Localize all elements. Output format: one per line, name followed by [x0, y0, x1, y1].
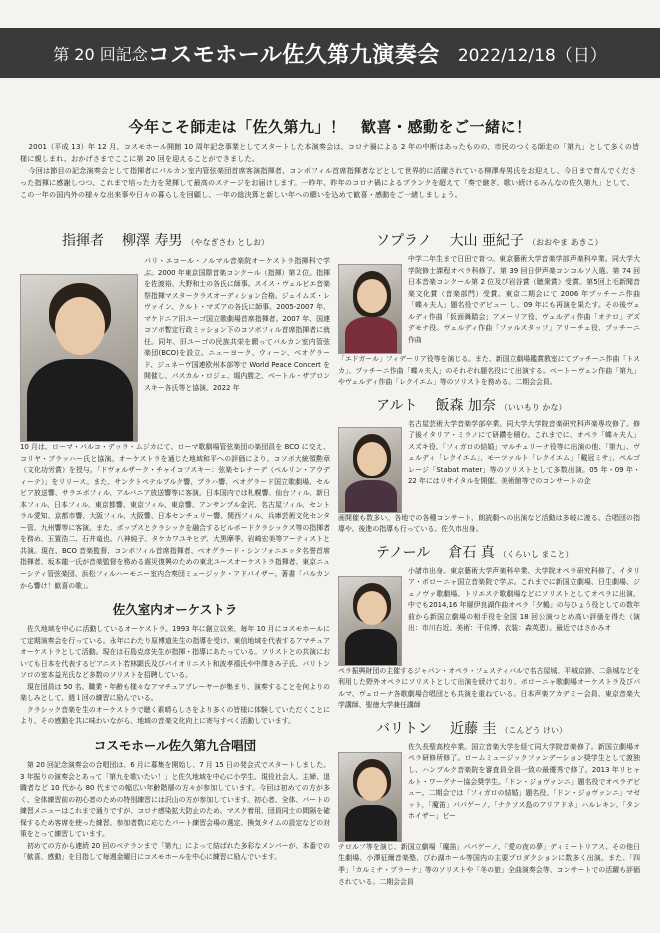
tenor-bio-2: ペラ振興財団の主催するジャパン・オペラ・フェスティバルで名古屋城、平城京跡、二条城などを利用した野外オペラにソリストとして出演を続けており、ボローニャ歌劇場オーケストラ及びパルマ、ヴェローナ各歌劇場合唱団とも共演を重ねている。日本声楽アカデミー会員、東京音楽大学講師、聖徳大学兼任講師 — [338, 666, 641, 710]
soprano-heading — [376, 230, 640, 250]
alto-ruby: （いいもり かな） — [499, 402, 567, 412]
conductor-bio-1: パリ・エコール・ノルマル音楽院オーケストラ指揮科で学ぶ。2000 年東京国際音楽コンクール（指揮）第２位。指揮を佐渡裕、大野和士の各氏に師事。スイス・ヴェルビエ音楽祭指揮マスタークラスオーディション合格。ジェイムズ・レヴァイン、クルト・マズアの各氏に師事。2005-2007 年、マケドニア旧ユーゴ国立歌劇場首席指揮者。2007 年、国連コソボ暫定行政ミッション下のコソボフィル首席指揮者に就任。同年、旧ユーゴの民族共栄を願ってバルカン室内管弦楽団(BCO)を設立。ニューヨーク、ウィーン、ベオグラード、ジュネーヴ国連欧州本部等で World Peace Concert を開催し、パスカル・ロジェ、堀内勝之、ベートル・ザブロンスキー各氏等と協演。2022 年 — [144, 257, 330, 393]
tenor-heading — [376, 542, 640, 562]
soprano-ruby: （おおやま あきこ） — [528, 238, 603, 247]
banner-date: 2022/12/18（日） — [457, 45, 607, 66]
banner-prefix: 第 20 回記念 — [53, 44, 148, 64]
alto-photo — [338, 427, 402, 513]
orchestra-paragraph: 佐久地域を中心に活動しているオーケストラ。1993 年に創立以来、毎年 10 月にコスモホールにて定期演奏会を行っている。永年にわたり原博道先生の指導を受け、東信地域を代表するアマチュアオーケストラとして活動。現在は石島克彦先生が指揮・指導にあたっている。ソリストとの共演においても日本を代表するピアニスト若林顕氏及びバイオリニスト和波孝禧氏や中澤きみ子氏、バリトンソロの室本益光氏など多数のソリストを招聘している。 — [20, 625, 330, 680]
baritone-bio-2: テロルフ等を演じ、新国立劇場「魔笛」パパゲーノ、「愛の夜の夢」ディミートリアス、その他日生劇場、小澤征爾音楽塾、びわ湖ホール等国内の主要プロダクションに数多く出演。また、「四季」「カルミナ・ブラーナ」等のソリストや「冬の旅」全曲演奏会等、コンサートでの活躍も評価されている。二期会会員 — [338, 842, 640, 886]
tenor-photo — [338, 576, 402, 666]
choir-paragraph: 第 20 回記念演奏会の合唱団は、6 月に募集を開始し、7 月 15 日の発会式でスタートしました。3 年振りの演奏会とあって「第九を歌いたい！」と佐久地域を中心に小学生、現役社会人、主婦、退職者など 10 代から 80 代までの幅広い年齢階層の方々が参加しています。今回は初めての方が多く、全体練習前の初心者のための特別練習には沢山の方が参加しています。初心者、全体、パートの練習メニューはこれまで通りですが、コロナ感染拡大防止のため、マスク着用、団員同士の間隔を確保するため客席を使った練習、参加者数に応じたパート練習会場の選定、換気タイムの設定などの対策をとって練習しています。 — [20, 761, 330, 839]
soprano-bio-1: 中学二年生まで日田で育つ。東京藝術大学音楽学部声楽科卒業。同大学大学院修士課程オペラ科修了。第 39 回日伊声楽コンコルソ入選。第 74 回日本音楽コンクール第 2 位及び岩谷賞（聴衆賞）受賞。第5回上毛新聞音楽文化賞（音楽部門）受賞。東京二期会にて 2006 年プッチーニ作曲「蝶々夫人」題名役でデビュー し、09 年にも再演を果たす。その後ヴェルディ作曲「仮面舞踏会」アメーリア役、ヴェルディ作曲「オテロ」デズデモナ役、ヴェルディ作曲「ファルスタッフ」アリーチェ役、プッチーニ作曲 — [408, 255, 640, 344]
banner-title: コスモホール佐久第九演奏会 — [147, 42, 440, 68]
right-column — [338, 230, 640, 888]
choir-paragraph: 初めての方から連続 20 回のベテランまで「第九」によって結ばれた多彩なメンバーが、本番での「歓喜、感動」を目指して毎週金曜日にコスモホールを中心に練習に励んでいます。 — [20, 841, 330, 862]
orchestra-paragraph: 現在団員は 50 名。職業・年齢も様々なアマチュアプレーヤーが集まり、演奏することを何よりの楽しみとして、週１回の練習に励んでいる。 — [20, 682, 330, 703]
conductor-ruby: （やなぎさわ としお） — [186, 238, 269, 247]
soprano-role: ソプラノ — [376, 233, 432, 249]
baritone-role: バリトン — [376, 720, 432, 737]
conductor-name: 柳澤 寿男 — [122, 233, 183, 249]
baritone-heading — [376, 718, 640, 738]
alto-name: 飯森 加奈 — [435, 397, 496, 414]
alto-role: アルト — [376, 397, 418, 414]
soprano-bio-2: 「エドガール」フィデーリア役等を演じる。また、新国立劇場鑑賞教室にてプッチーニ作曲「トスカ」、プッチーニ作曲「蝶々夫人」のそれぞれ題名役にて出演する。ベートーヴェン作曲「第九」やヴェルディ作曲「レクイエム」等のソリストを務める。二期会会員。 — [338, 355, 640, 387]
conductor-role: 指揮者 — [62, 233, 104, 249]
conductor-bio-2: 10 月は、ローマ・パルコ・デッラ・ムジカにて、ローマ歌劇場管弦楽団の楽団員を BCO に交え、コリヤ・ブラッハー氏と協演。オーケストラを通じた地域和平への評価により、コソボ大統領勲章（文化功労賞）を授与。「ドヴォルザーク・チャイコフスキー：弦楽セレナーデ（ベルリン・アウディーテ）」をリリース。また、サンクトペテルブルク響、プラハ響、ベオグラード国立歌劇場、セルビア放送響、サラエボフィル、アルバニア放送響等に客演。日本国内では札幌響、仙台フィル、新日本フィル、日本フィル、東京都響、東京フィル、東京響、アンサンブル金沢、名古屋フィル、セントラル愛知、京都市響、大阪フィル、大阪響、日本センチュリー響、関西フィル、兵庫芸術文化センター管、九州響等に客演。また、ポップスとクラシックを融合するビルボードクラシックス等の指揮者を務め、玉置浩二、石井竜也、八神純子、タケカワユキヒデ、大黒摩季、岩崎宏美等アーティストと共演。現在、BCO 音楽監督、コンボフィル首席指揮者、ベオグラード・シンフォニエッタ名誉首席指揮者、坂本龍一氏が音楽監督を務める震災復興のための東北ユースオーケストラ指揮者、東京ニューシティ管弦楽団、浜松フィルハーモニー室内合奏団ミュージック・アドバイザー。著書「バルカンから響け！歓喜の歌」。 — [20, 443, 330, 590]
title-banner — [0, 28, 660, 78]
orchestra-paragraph: クラシック音楽を生のオーケストラで聴く素晴らしさをより多くの皆様に体験していただくことにより、その感動を共に味わいながら、地域の音楽文化向上に寄与すべく活動しています。 — [20, 705, 330, 726]
baritone-name: 近藤 圭 — [450, 720, 497, 737]
intro-paragraph: 今回は節目の記念演奏会として指揮者にパルカン室内管弦楽団首席客演指揮者、コンボフィル首席指揮者などとして世界的に活躍されている柳澤寿男氏をお迎えし、今日まで育んでくださった指揮に感謝しつつ、これまで培った力を発揮して最高のステージをお届けします。一昨年、昨年のコロナ禍によるブランクを超えて「奏で継ぎ、歌い続けるみんなの佐久第九」として、この一年の国内外の様々な出来事や日々の暮らしを回顧し、一年の総決算と新しい年への願いを込めて歓喜・感動をご一緒しましょう。 — [20, 166, 637, 199]
orchestra-text — [20, 624, 330, 728]
orchestra-title: 佐久室内オーケストラ — [112, 602, 238, 618]
baritone-bio-1: 佐久長聖高校卒業。国立音楽大学を経て同大学院音楽修了。新国立劇場オペラ研修所修了。ロームミュージックファンデーション奨学生として渡独し、ハンブルク音楽院を審査員全員一致の最優秀で修了。2013 年リヒャルト・ワーグナー協会奨学生。「ドン・ジョヴァンニ」題名役でオペラデビュー。二期会では「フィガロの結婚」題名役、「ドン・ジョヴァンニ」マゼット、「魔笛」パパゲーノ、「ナクソス島のアリアドネ」ハルレキン、「タンホイザー」ビー — [408, 742, 640, 821]
tenor-name: 倉石 真 — [448, 544, 495, 561]
conductor-heading — [62, 230, 330, 250]
conductor-photo — [20, 274, 138, 442]
choir-title: コスモホール佐久第九合唱団 — [93, 738, 257, 754]
intro-paragraph: 2001（平成 13）年 12 月、コスモホール開館 10 周年記念事業としてスタートした本演奏会は、コロナ禍による 2 年の中断はあったものの、市民のつくる師走の「第九」として多くの皆様に親しまれ、おかげさまでここに第 20 回を迎えることができました。 — [20, 142, 640, 163]
soprano-photo — [338, 264, 402, 354]
tenor-role: テノール — [376, 544, 431, 561]
intro-text — [20, 141, 640, 201]
baritone-ruby: （こんどう けい） — [500, 725, 567, 735]
alto-heading — [376, 395, 640, 415]
soprano-name: 大山 亜紀子 — [449, 233, 525, 249]
tenor-ruby: （くらいし まこと） — [498, 549, 574, 559]
left-column — [20, 230, 330, 864]
tenor-bio-1: 小諸市出身。東京藝術大学声楽科卒業、大学院オペラ研究科修了。イタリア・ボローニャ国立音楽院で学ぶ。これまでに新国立劇場、日生劇場、ジェノヴァ歌劇場、トリエステ歌劇場などにソリストとしてオペラに出演、中でも2014,16 年層伊良湖作曲オペラ「夕鶴」の与ひょう役としての数年前から新国立劇場の相手役を全国 18 回公演つとめ高い評価を得た（演出：市川右近、美術：千住博、衣装：森英恵）。最近ではさかみオ — [408, 566, 640, 633]
headline: 今年こそ師走は「佐久第九」！ 歓喜・感動をご一緒に！ — [128, 118, 532, 136]
alto-bio-1: 名古屋芸術大学音楽学部卒業。同大学大学院音楽研究科声楽専攻修了。修了後イタリア・ミラノにて研鑽を積む。これまでに、オペラ「蝶々夫人」スズキ役、「フィガロの結婚」マルチェリーナ役等に出演の他、「第九」、ヴェルディ「レクイエム」、モーツァルト「レクイエム」「戴冠ミサ」、ペルゴレージ「Stabat mater」等のソリストとして多数出演。05 年・09 年・22 年にはリサイタルを開催。美術館等でのコンサートの企 — [408, 419, 640, 486]
baritone-photo — [338, 752, 402, 842]
choir-text — [20, 760, 330, 864]
alto-bio-2: 画開催も数多い。各地での各種コンサート、朗読劇への出演など活動は多岐に渡る。合唱団の指導や、後進の指導も行っている。佐久市出身。 — [338, 513, 640, 534]
